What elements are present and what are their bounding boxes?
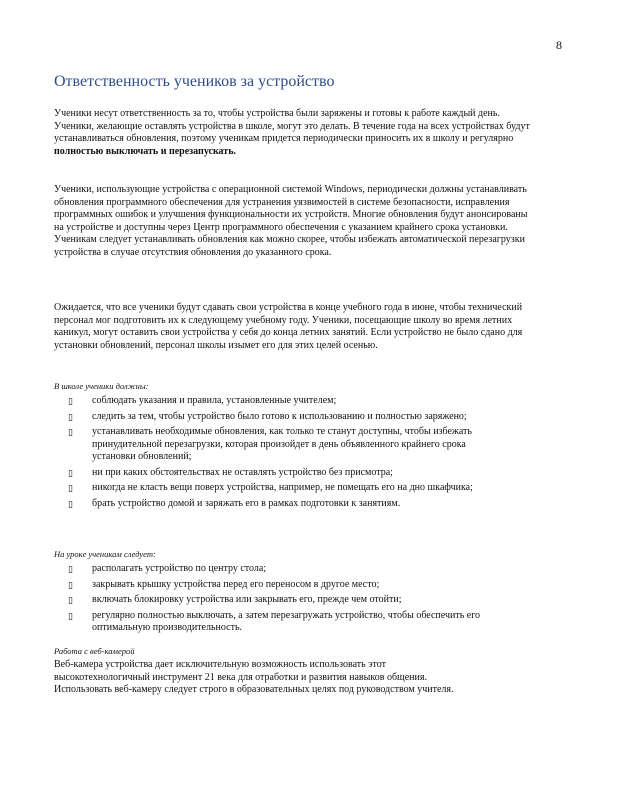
page-number: 8	[556, 38, 562, 52]
list-item-text: располагать устройство по центру стола;	[92, 563, 267, 574]
list-item	[54, 411, 494, 424]
list-item	[54, 482, 494, 495]
lesson-lead-in: На уроке ученикам следует:	[54, 549, 156, 559]
webcam-lead-in: Работа с веб-камерой	[54, 646, 135, 656]
list-item	[54, 467, 494, 480]
school-lead-in: В школе ученики должны:	[54, 381, 149, 391]
list-item-text: включать блокировку устройства или закрывать его, прежде чем отойти;	[92, 594, 402, 605]
school-rules-list	[54, 395, 494, 513]
list-item	[54, 594, 494, 607]
paragraph-charging	[54, 108, 534, 158]
bullet-icon: ▯	[68, 579, 73, 590]
bullet-icon: ▯	[68, 396, 73, 406]
list-item	[54, 498, 494, 511]
list-item-text: соблюдать указания и правила, установленные учителем;	[92, 395, 337, 406]
list-item-text: закрывать крышку устройства перед его переносом в другое место;	[92, 578, 380, 590]
paragraph-windows-updates: Ученики, использующие устройства с операционной системой Windows, периодически должны устанавливать обновления программного обеспечения для устранения уязвимостей в системе безопасности, исправления программных ошибок и улучшения функциональности их устройств. Многие обновления будут анонсированы на устройстве и доступны через Центр программного обеспечения с указанием крайнего срока установки. Ученикам следует устанавливать обновления как можно скорее, чтобы избежать автоматической перезагрузки устройства в случае отсутствия обновления до указанного срока.	[54, 184, 528, 258]
list-item-text: следить за тем, чтобы устройство было готово к использованию и полностью заряжено;	[92, 410, 467, 422]
list-item-text: брать устройство домой и заряжать его в рамках подготовки к занятиям.	[92, 497, 401, 509]
section-heading: Ответственность учеников за устройство	[54, 73, 335, 90]
list-item-text: никогда не класть вещи поверх устройства, например, не помещать его на дно шкафчика;	[92, 482, 473, 493]
bullet-icon: ▯	[68, 610, 73, 621]
bullet-icon: ▯	[68, 467, 73, 478]
paragraph-charging-bold: полностью выключать и перезапускать.	[54, 145, 236, 157]
list-item	[54, 579, 494, 592]
list-item-text: регулярно полностью выключать, а затем перезагружать устройство, чтобы обеспечить его оптимальную производительность.	[92, 609, 481, 633]
list-item-text: ни при каких обстоятельствах не оставлять устройство без присмотра;	[92, 466, 393, 478]
list-item-text: устанавливать необходимые обновления, как только те станут доступны, чтобы избежать принудительной перезагрузки, которая произойдет в день объявленного крайнего срока установки обновлений;	[92, 426, 472, 462]
bullet-icon: ▯	[68, 564, 73, 574]
list-item	[54, 395, 494, 408]
list-item	[54, 563, 494, 576]
paragraph-year-end: Ожидается, что все ученики будут сдавать свои устройства в конце учебного года в июне, чтобы технический персонал мог подготовить их к следующему учебному году. Ученики, посещающие школу во время летних каникул, могут оставить свои устройства у себя до конца летних занятий. Если устройство не было сдано для установки обновлений, персонал школы изымет его для этих целей осенью.	[54, 302, 523, 351]
lesson-rules-list	[54, 563, 494, 638]
list-item	[54, 426, 494, 464]
list-item	[54, 610, 494, 635]
bullet-icon: ▯	[68, 595, 73, 605]
bullet-icon: ▯	[68, 483, 73, 493]
paragraph-webcam: Веб-камера устройства дает исключительную возможность использовать этот высокотехнологичный инструмент 21 века для отработки и развития навыков общения. Использовать веб-камеру следует строго в образовательных целях под руководством учителя.	[54, 659, 454, 695]
paragraph-charging-text: Ученики несут ответственность за то, чтобы устройства были заряжены и готовы к работе каждый день. Ученики, желающие оставлять устройства в школе, могут это делать. В течение года на всех устройствах будут устанавливаться обновления, поэтому ученикам придется периодически приносить их в школу и регулярно	[54, 108, 530, 144]
bullet-icon: ▯	[68, 427, 73, 437]
bullet-icon: ▯	[68, 411, 73, 422]
bullet-icon: ▯	[68, 498, 73, 509]
